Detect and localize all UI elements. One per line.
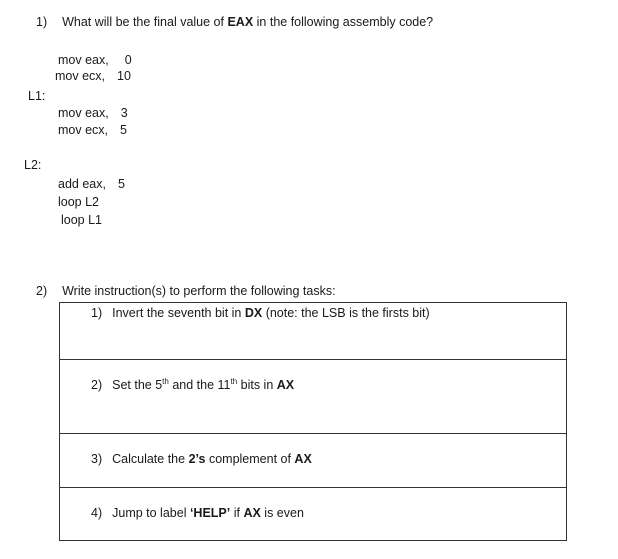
task-cell-3 [60,434,567,488]
code-instr: mov ecx, [58,123,109,137]
table-row [60,488,567,541]
task-cell-1 [60,303,567,360]
task-cell-2 [60,360,567,434]
task-text: Jump to label [112,506,190,520]
q1-heading [36,15,433,29]
table-row [60,303,567,360]
task-bold: AX [276,378,295,392]
task-3-text [91,452,312,466]
table-row [60,360,567,434]
task-bold: 2’s [188,452,206,466]
task-1-text [91,306,430,320]
task-bold: AX [294,452,312,466]
task-sup: th [162,376,169,386]
task-text: bits in [237,378,277,392]
task-number: 3) [91,452,103,466]
code-instr: mov eax, [58,106,109,120]
task-sup: th [230,376,238,386]
tasks-table [59,302,567,541]
task-text: if [230,506,244,520]
task-number: 4) [91,506,103,520]
task-text: and the 11 [168,378,231,392]
task-text: Calculate the [112,452,189,466]
q2-text: Write instruction(s) to perform the following tasks: [62,284,336,298]
code-arg: 5 [117,177,125,191]
code-arg: 5 [120,123,127,137]
task-bold: ‘HELP’ [189,506,231,520]
task-text: is even [260,506,304,520]
label-l1: L1: [28,89,46,103]
task-bold: DX [244,306,263,320]
code-line-3 [58,106,128,120]
task-text: (note: the LSB is the firsts bit) [262,306,430,320]
q1-text-after: in the following assembly code? [253,15,434,29]
task-text: Invert the seventh bit in [112,306,245,320]
task-cell-4 [60,488,567,541]
code-line-2 [55,69,131,83]
task-text: Set the 5 [112,378,163,392]
code-instr: add eax, [58,177,106,191]
code-line-4 [58,123,127,137]
q2-number: 2) [36,284,48,298]
task-4-text [91,506,304,520]
label-l2: L2: [24,158,42,172]
code-arg: 0 [124,53,132,67]
code-line-7: loop L1 [61,213,103,227]
code-arg: 10 [117,69,131,83]
code-arg: 3 [120,106,128,120]
code-instr: mov ecx, [55,69,106,83]
q1-text-bold: EAX [227,15,254,29]
task-text: complement of [205,452,295,466]
code-line-6: loop L2 [58,195,100,209]
q1-text-before: What will be the final value of [62,15,228,29]
code-instr: mov eax, [58,53,109,67]
table-row [60,434,567,488]
code-line-5 [58,177,125,191]
task-bold: AX [243,506,261,520]
task-2-text [91,378,294,392]
task-number: 1) [91,306,103,320]
q1-number: 1) [36,15,48,29]
task-number: 2) [91,378,103,392]
code-line-1 [58,53,132,67]
q2-heading [36,284,336,298]
